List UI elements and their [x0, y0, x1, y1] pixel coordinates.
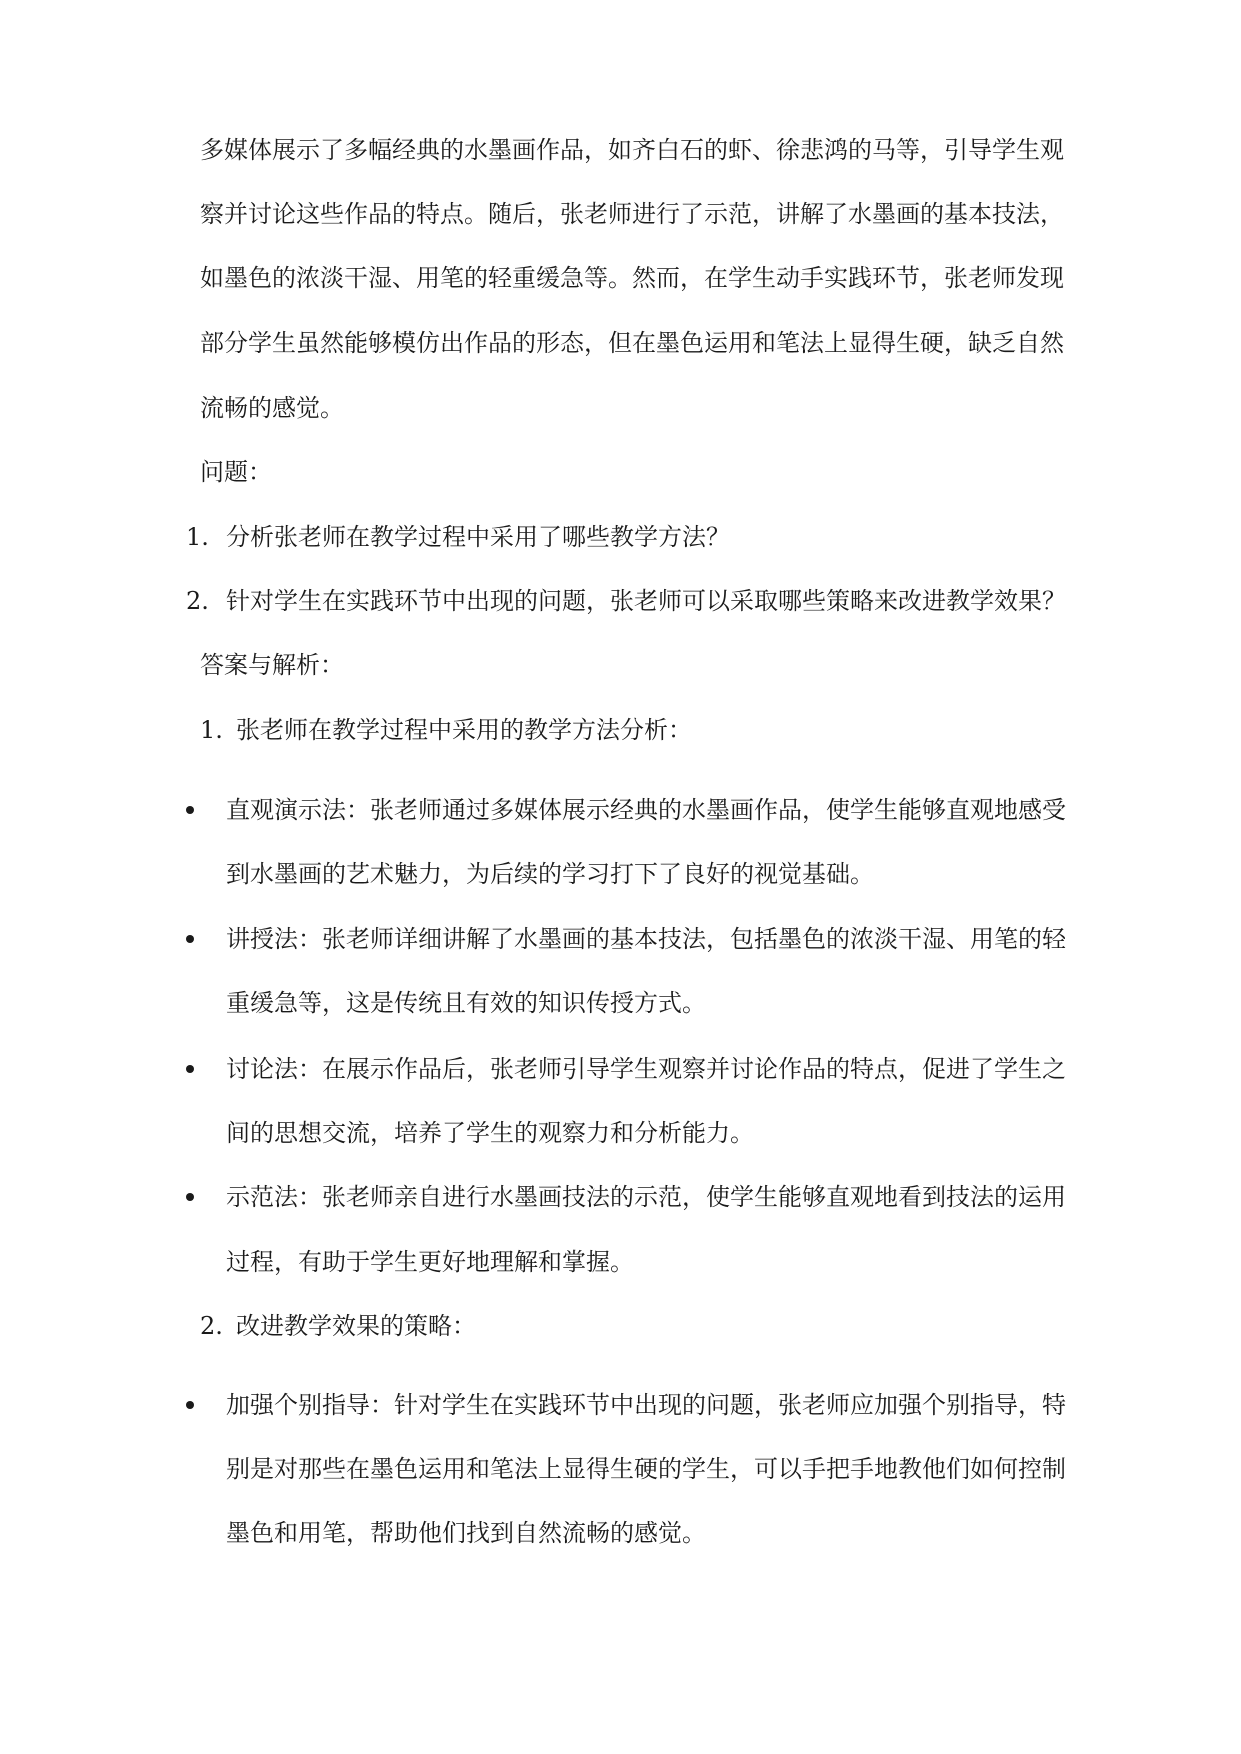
bullet-line: 重缓急等，这是传统且有效的知识传授方式。: [226, 989, 706, 1017]
question-text: 针对学生在实践环节中出现的问题，张老师可以采取哪些策略来改进教学效果？: [226, 587, 1066, 615]
bullet-line: 示范法：张老师亲自进行水墨画技法的示范，使学生能够直观地看到技法的运用: [226, 1183, 1066, 1211]
question-text: 分析张老师在教学过程中采用了哪些教学方法？: [226, 523, 730, 551]
paragraph-line: 多媒体展示了多幅经典的水墨画作品，如齐白石的虾、徐悲鸿的马等，引导学生观: [200, 136, 1064, 164]
question-number: 2.: [186, 587, 209, 615]
bullet-line: 讨论法：在展示作品后，张老师引导学生观察并讨论作品的特点，促进了学生之: [226, 1055, 1066, 1083]
section-title: 张老师在教学过程中采用的教学方法分析：: [236, 716, 692, 744]
question-number: 1.: [186, 523, 209, 551]
bullet-icon: [186, 1401, 194, 1409]
bullet-line: 墨色和用笔，帮助他们找到自然流畅的感觉。: [226, 1519, 706, 1547]
paragraph-line: 如墨色的浓淡干湿、用笔的轻重缓急等。然而，在学生动手实践环节，张老师发现: [200, 264, 1064, 292]
bullet-icon: [186, 1065, 194, 1073]
paragraph-line: 流畅的感觉。: [200, 394, 344, 422]
questions-heading: 问题：: [200, 458, 272, 486]
bullet-line: 间的思想交流，培养了学生的观察力和分析能力。: [226, 1119, 754, 1147]
bullet-icon: [186, 806, 194, 814]
bullet-line: 讲授法：张老师详细讲解了水墨画的基本技法，包括墨色的浓淡干湿、用笔的轻: [226, 925, 1066, 953]
answer-heading: 答案与解析：: [200, 651, 344, 679]
bullet-line: 别是对那些在墨色运用和笔法上显得生硬的学生，可以手把手地教他们如何控制: [226, 1455, 1066, 1483]
bullet-line: 加强个别指导：针对学生在实践环节中出现的问题，张老师应加强个别指导，特: [226, 1391, 1066, 1419]
section-title: 改进教学效果的策略：: [236, 1312, 476, 1340]
bullet-icon: [186, 1193, 194, 1201]
bullet-line: 直观演示法：张老师通过多媒体展示经典的水墨画作品，使学生能够直观地感受: [226, 796, 1066, 824]
section-number: 1.: [200, 716, 223, 744]
bullet-line: 到水墨画的艺术魅力，为后续的学习打下了良好的视觉基础。: [226, 860, 874, 888]
bullet-icon: [186, 935, 194, 943]
paragraph-line: 察并讨论这些作品的特点。随后，张老师进行了示范，讲解了水墨画的基本技法，: [200, 200, 1064, 228]
section-number: 2.: [200, 1312, 223, 1340]
paragraph-line: 部分学生虽然能够模仿出作品的形态，但在墨色运用和笔法上显得生硬，缺乏自然: [200, 329, 1064, 357]
bullet-line: 过程，有助于学生更好地理解和掌握。: [226, 1248, 634, 1276]
